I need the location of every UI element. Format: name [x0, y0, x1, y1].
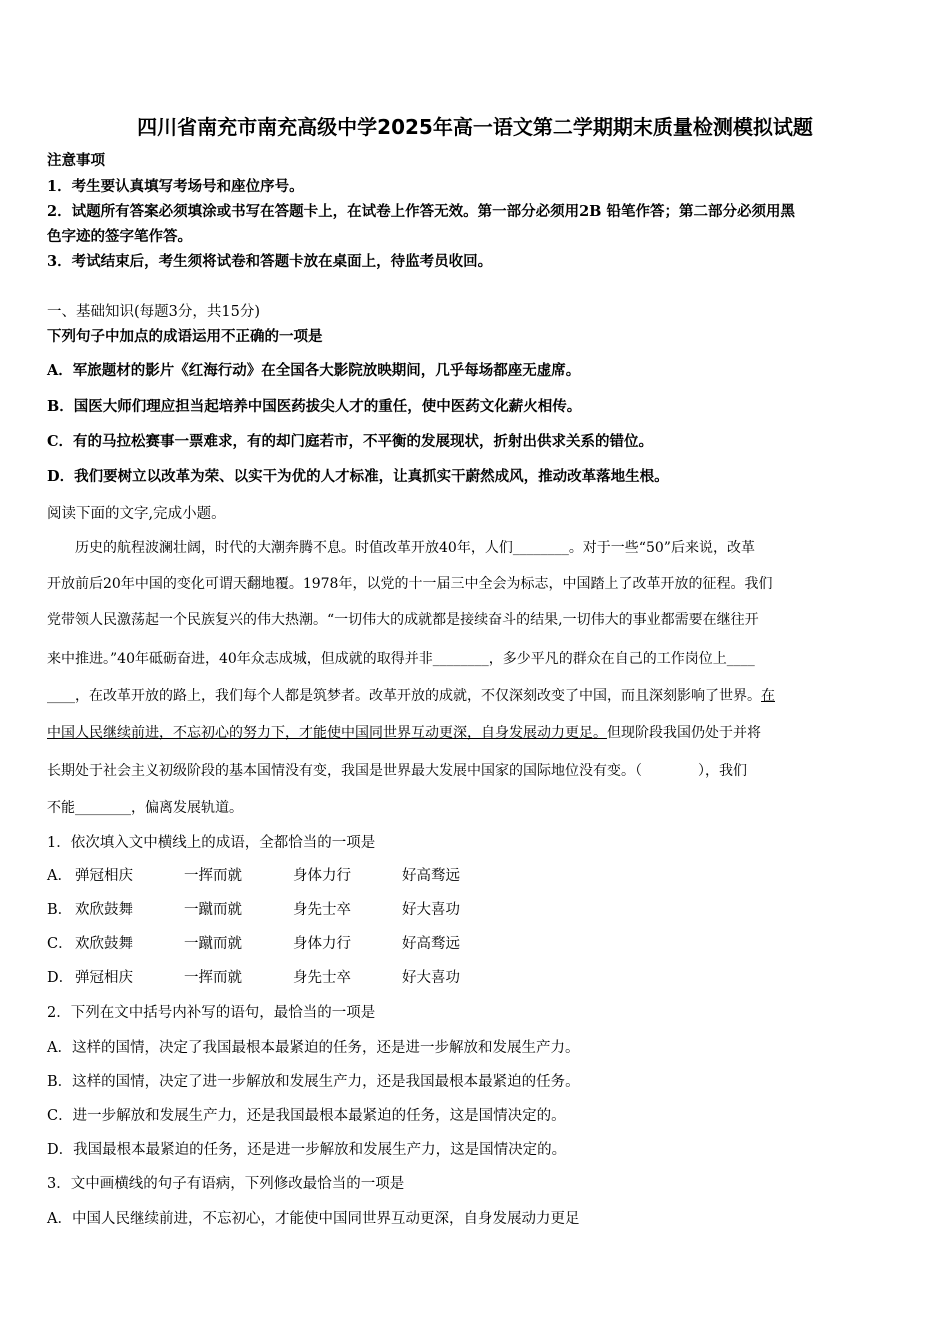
underlined-sentence-start: 在 [761, 688, 775, 704]
passage-line: 长期处于社会主义初级阶段的基本国情没有变，我国是世界最大发展中国家的国际地位没有变。（ ），我们 [47, 763, 747, 779]
option-word: 好大喜功 [402, 902, 460, 918]
notice-item: 3．考试结束后，考生须将试卷和答题卡放在桌面上，待监考员收回。 [47, 253, 493, 270]
option-label: B． [47, 902, 73, 918]
option-word: 弹冠相庆 [75, 970, 133, 986]
passage-text: ____，在改革开放的路上，我们每个人都是筑梦者。改革开放的成就，不仅深刻改变了中国，而且深刻影响了世界。 [47, 688, 761, 704]
option-word: 一蹴而就 [184, 902, 242, 918]
passage-line [47, 686, 775, 706]
option-word: 一挥而就 [184, 868, 242, 884]
option-word: 身体力行 [293, 868, 351, 884]
option-word: 一挥而就 [184, 970, 242, 986]
q3-option-a: A．中国人民继续前进，不忘初心，才能使中国同世界互动更深，自身发展动力更足 [47, 1211, 580, 1227]
q2-option-d: D．我国最根本最紧迫的任务，还是进一步解放和发展生产力，这是国情决定的。 [47, 1142, 567, 1158]
option-d: D．我们要树立以改革为荣、以实干为优的人才标准，让真抓实干蔚然成风，推动改革落地生根。 [47, 468, 669, 485]
question-stem: 下列句子中加点的成语运用不正确的一项是 [47, 328, 323, 345]
passage-line: 开放前后20年中国的变化可谓天翻地覆。1978年，以党的十一届三中全会为标志，中国踏上了改革开放的征程。我们 [47, 576, 773, 592]
q1-option-d [47, 968, 460, 988]
q2-option-b: B．这样的国情，决定了进一步解放和发展生产力，还是我国最根本最紧迫的任务。 [47, 1074, 580, 1090]
option-label: D． [47, 970, 74, 986]
page-title: 四川省南充市南充高级中学2025年高一语文第二学期期末质量检测模拟试题 [137, 115, 813, 139]
option-a: A．军旅题材的影片《红海行动》在全国各大影院放映期间，几乎每场都座无虚席。 [47, 362, 581, 379]
q1-option-b [47, 900, 460, 920]
notice-item: 色字迹的签字笔作答。 [47, 228, 192, 245]
option-word: 一蹴而就 [184, 936, 242, 952]
option-label: C． [47, 936, 73, 952]
section-heading: 一、基础知识(每题3分，共15分) [47, 304, 260, 320]
option-word: 好大喜功 [402, 970, 460, 986]
passage-line: 来中推进。”40年砥砺奋进，40年众志成城，但成就的取得并非________，多少平凡的群众在自己的工作岗位上____ [47, 651, 755, 667]
passage-line [47, 723, 761, 743]
passage-line: 党带领人民激荡起一个民族复兴的伟大热潮。“一切伟大的成就都是接续奋斗的结果,一切伟大的事业都需要在继往开 [47, 612, 759, 628]
question-1-stem: 1．依次填入文中横线上的成语，全都恰当的一项是 [47, 835, 376, 851]
option-label: A． [47, 868, 72, 884]
q1-option-a [47, 866, 460, 886]
passage-line: 不能________，偏离发展轨道。 [47, 800, 243, 816]
question-3-stem: 3．文中画横线的句子有语病，下列修改最恰当的一项是 [47, 1176, 405, 1192]
notice-heading: 注意事项 [47, 152, 105, 169]
option-word: 好高骛远 [402, 936, 460, 952]
notice-item: 1．考生要认真填写考场号和座位序号。 [47, 178, 304, 195]
question-2-stem: 2．下列在文中括号内补写的语句，最恰当的一项是 [47, 1005, 376, 1021]
option-word: 欢欣鼓舞 [75, 902, 133, 918]
option-word: 身先士卒 [293, 902, 351, 918]
q2-option-a: A．这样的国情，决定了我国最根本最紧迫的任务，还是进一步解放和发展生产力。 [47, 1040, 580, 1056]
option-b: B．国医大师们理应担当起培养中国医药拔尖人才的重任，使中医药文化薪火相传。 [47, 398, 582, 415]
option-word: 身先士卒 [293, 970, 351, 986]
option-word: 弹冠相庆 [75, 868, 133, 884]
q2-option-c: C．进一步解放和发展生产力，还是我国最根本最紧迫的任务，这是国情决定的。 [47, 1108, 566, 1124]
reading-intro: 阅读下面的文字,完成小题。 [47, 506, 226, 522]
option-word: 好高骛远 [402, 868, 460, 884]
passage-text: 但现阶段我国仍处于并将 [607, 725, 761, 741]
option-word: 欢欣鼓舞 [75, 936, 133, 952]
passage-line: 历史的航程波澜壮阔，时代的大潮奔腾不息。时值改革开放40年，人们________。对于一些“50”后来说，改革 [47, 540, 755, 556]
notice-item: 2．试题所有答案必须填涂或书写在答题卡上，在试卷上作答无效。第一部分必须用2B 铅笔作答；第二部分必须用黑 [47, 203, 795, 220]
option-c: C．有的马拉松赛事一票难求，有的却门庭若市，不平衡的发展现状，折射出供求关系的错位。 [47, 433, 654, 450]
option-word: 身体力行 [293, 936, 351, 952]
underlined-sentence: 中国人民继续前进，不忘初心的努力下，才能使中国同世界互动更深，自身发展动力更足。 [47, 725, 607, 741]
q1-option-c [47, 934, 460, 954]
